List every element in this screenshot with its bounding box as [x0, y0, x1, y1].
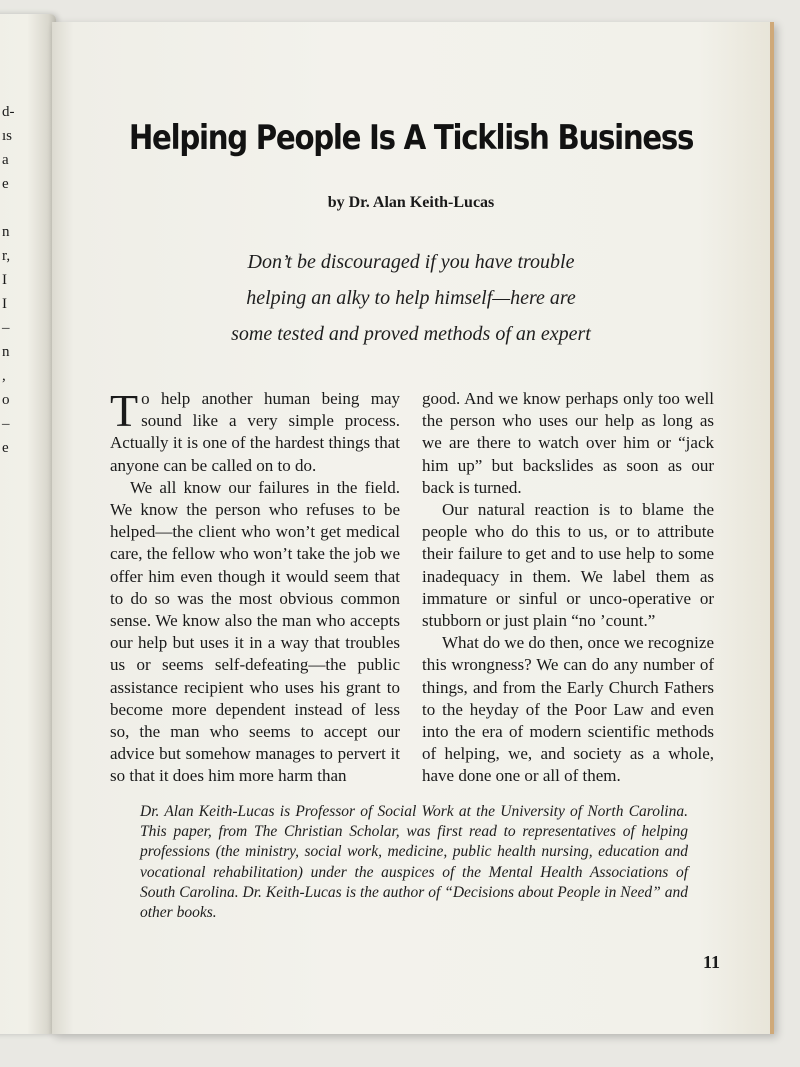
author-note: Dr. Alan Keith-Lucas is Professor of Social Work at the University of North Carolina. This paper, from The Christian Scholar, was first read to representatives of helping professions (the ministry, social work, medicine, public health nursing, education and vocational rehabilitation) under the auspices of the Mental Health Associations of South Carolina. Dr. Keith-Lucas is the author of “Decisions about People in Need” and other books. [140, 803, 688, 922]
edge-letter: , [2, 368, 6, 384]
deck-line: some tested and proved methods of an expert [231, 323, 591, 345]
body-column-right [422, 388, 714, 788]
edge-letter: – [2, 320, 10, 336]
body-paragraph: Our natural reaction is to blame the people who do this to us, or to attribute their failure to get and to use help to some inadequacy in them. We label them as immature or sinful or unco-operative or stubborn or just plain “no ’count.” [422, 500, 714, 631]
deck-line: helping an alky to help himself—here are [246, 287, 576, 309]
page-number: 11 [702, 952, 720, 972]
edge-letter: I [2, 296, 7, 312]
drop-cap: T [110, 385, 139, 436]
edge-letter: n [2, 224, 10, 240]
article-deck [52, 244, 770, 352]
article-byline: by Dr. Alan Keith-Lucas [327, 194, 495, 211]
deck-line: Don’t be discouraged if you have trouble [247, 251, 575, 273]
body-paragraph: good. And we know perhaps only too well the person who uses our help as long as we are there to watch over him or “jack him up” but backslides as soon as our back is turned. [422, 389, 714, 497]
body-paragraph: What do we do then, once we recognize this wrongness? We can do any number of things, and from the Early Church Fathers to the heyday of the Poor Law and even into the era of modern scientific methods of helping, we, and society as a whole, have done one or all of them. [422, 633, 714, 786]
edge-letter: d- [2, 104, 15, 120]
body-column-left [110, 385, 401, 788]
edge-letter: – [2, 416, 10, 432]
body-paragraph [110, 385, 400, 477]
body-paragraph: We all know our failures in the field. We know the person who refuses to be helped—the client who won’t get medical care, the fellow who won’t take the job we offer him even though it would seem that to do so was the most obvious common sense. We know also the man who accepts our help but uses it in a way that troubles us or seems self-defeating—the public assistance recipient who uses his grant to become more dependent instead of less so, the man who seems to accept our advice but somehow manages to pervert it so that it does him more harm than [110, 477, 401, 786]
edge-letter: n [2, 344, 10, 360]
paragraph-text: o help another human being may sound like a very simple process. Actually it is one of the hardest things that anyone can be called on to do. [110, 389, 400, 475]
article-title: Helping People Is A Ticklish Business [128, 118, 694, 158]
edge-letter: I [2, 272, 7, 288]
previous-page-edge [0, 14, 56, 1034]
edge-letter: o [2, 392, 10, 408]
edge-letter: e [2, 176, 9, 192]
edge-letter [2, 196, 14, 220]
previous-page-text [2, 100, 14, 460]
edge-letter: ıs [2, 128, 13, 144]
edge-letter: e [2, 440, 9, 456]
edge-letter: r, [2, 248, 11, 264]
edge-letter: a [2, 152, 9, 168]
magazine-page [52, 22, 774, 1034]
